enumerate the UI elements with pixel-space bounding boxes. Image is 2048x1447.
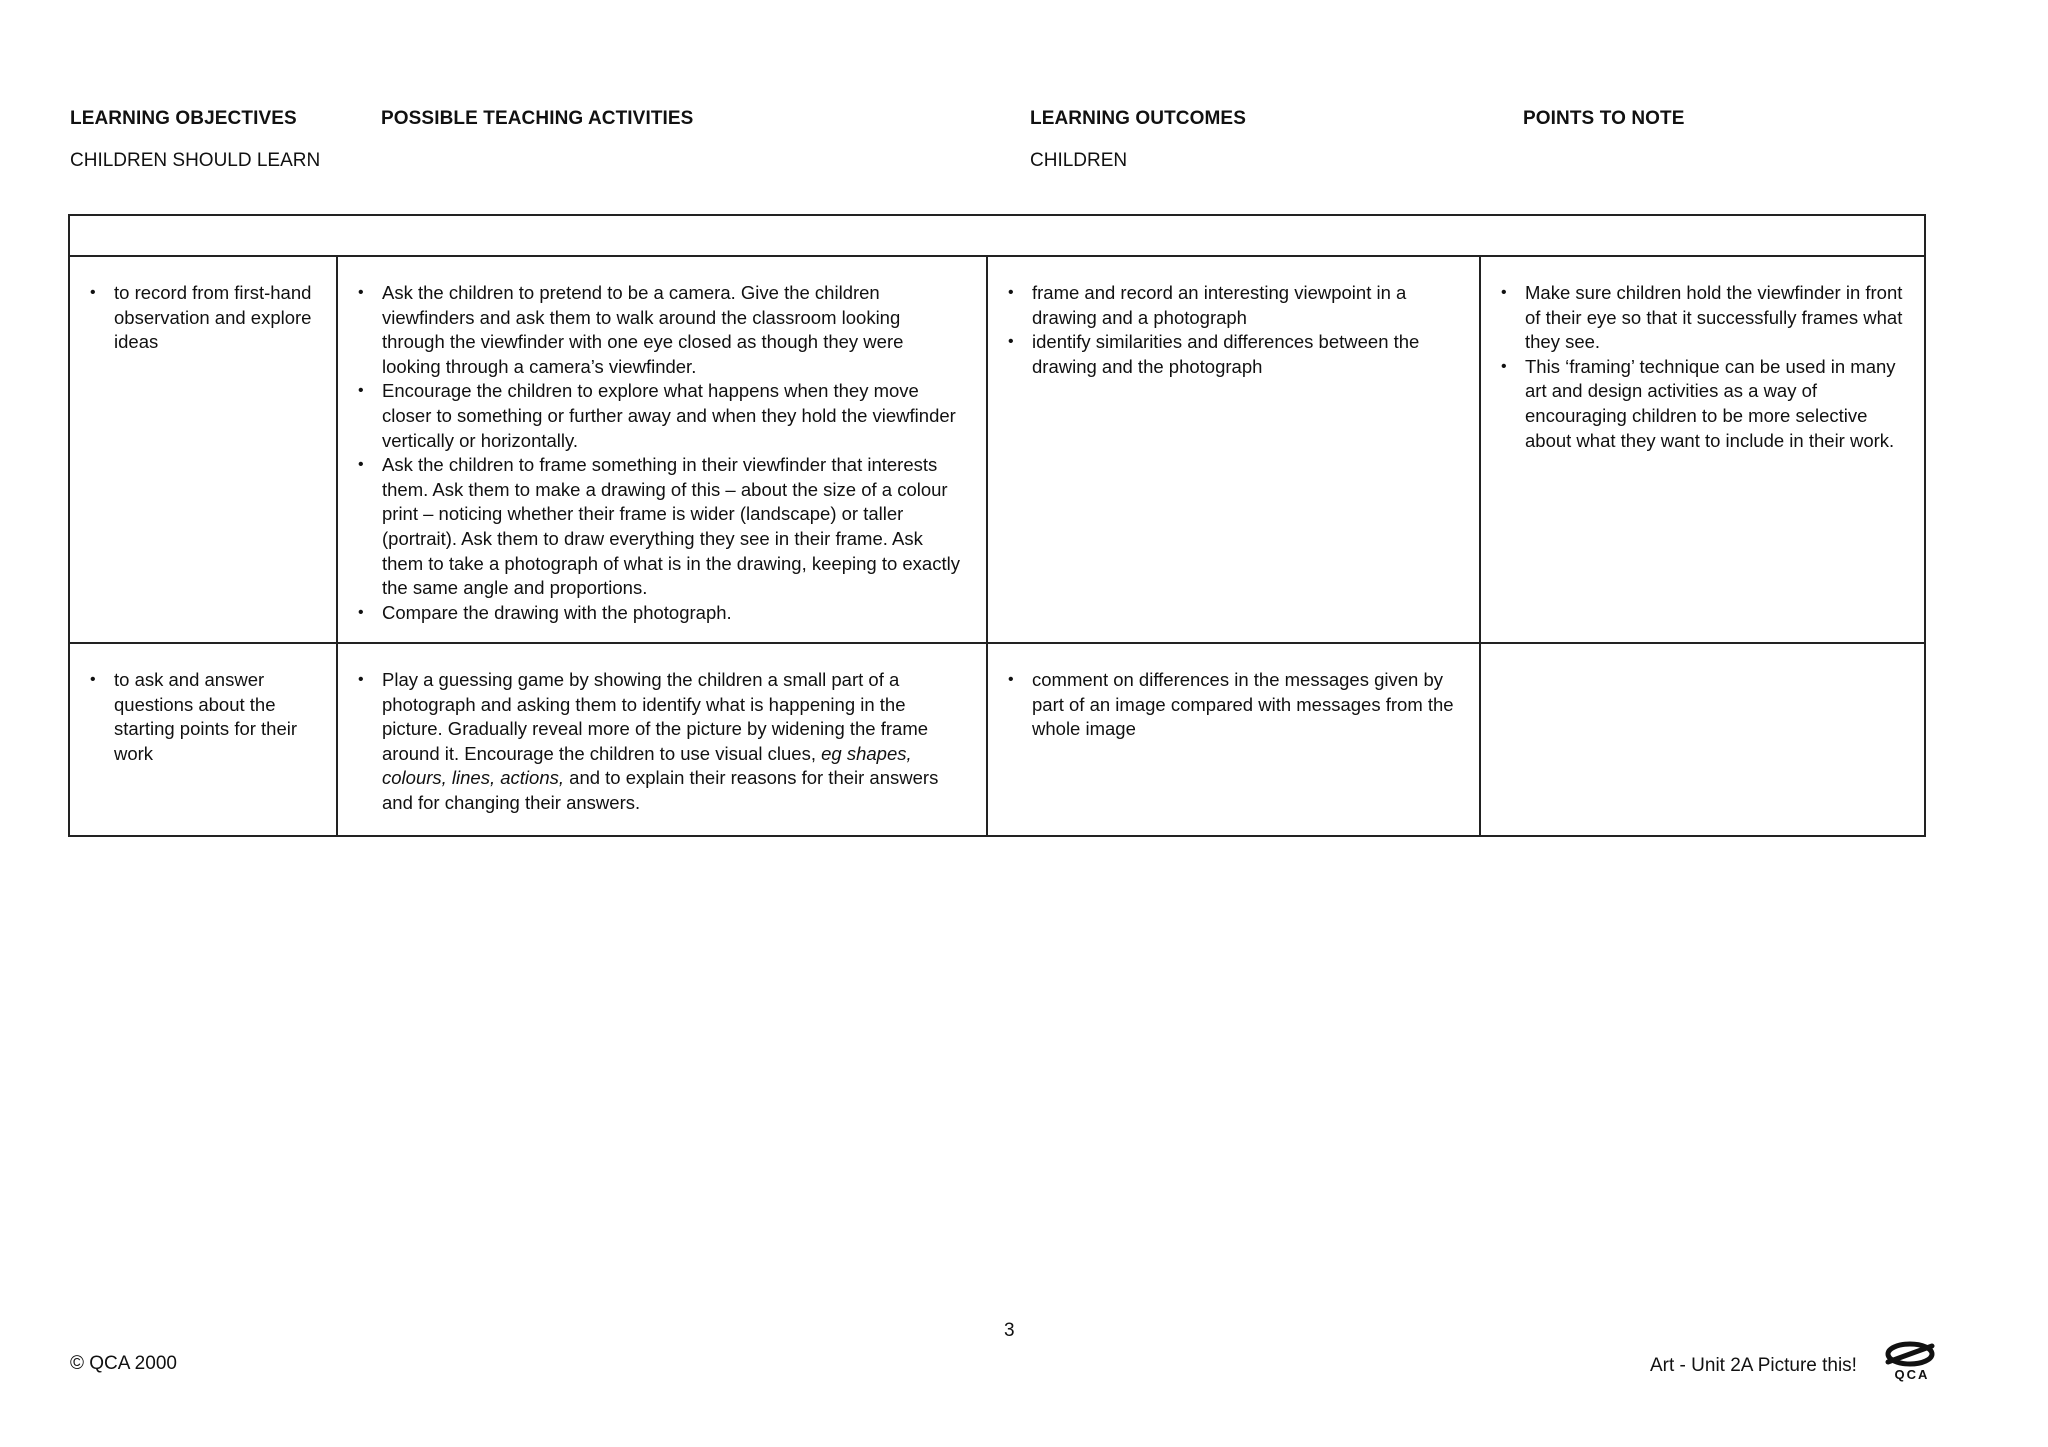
objectives-cell [69, 256, 337, 643]
list-item: • Encourage the children to explore what happens when they move closer to something or further away and when they hold the viewfinder vertically or horizontally. [358, 379, 966, 453]
list-item: • to record from first-hand observation and explore ideas [90, 281, 316, 355]
objectives-cell [69, 643, 337, 836]
outcomes-list [1008, 668, 1459, 742]
list-item: • frame and record an interesting viewpoint in a drawing and a photograph [1008, 281, 1459, 330]
copyright-notice: © QCA 2000 [70, 1353, 177, 1374]
activities-list [358, 668, 966, 816]
activity-text: Play a guessing game by showing the children a small part of a photograph and asking them to identify what is happening in the picture. Gradually reveal more of the picture by widening the frame around it. Encourage the children to use visual clues, [382, 669, 929, 764]
outcomes-cell [987, 256, 1480, 643]
header-points-to-note: POINTS TO NOTE [1523, 108, 1685, 129]
unit-title: Art - Unit 2A Picture this! [1650, 1355, 1857, 1376]
outcomes-list [1008, 281, 1459, 379]
activities-list [358, 281, 966, 625]
table-row [69, 643, 1925, 836]
outcomes-cell [987, 643, 1480, 836]
list-item: • to ask and answer questions about the starting points for their work [90, 668, 316, 766]
qca-logo-icon [1882, 1340, 1938, 1370]
list-item: • comment on differences in the messages given by part of an image compared with messages from the whole image [1008, 668, 1459, 742]
list-item: • Ask the children to frame something in their viewfinder that interests them. Ask them to make a drawing of this – about the size of a colour print – noticing whether their frame is wider (landscape) or taller (portrait). Ask them to draw everything they see in their frame. Ask them to take a photograph of what is in the drawing, keeping to exactly the same angle and proportions. [358, 453, 966, 601]
qca-logo [1882, 1340, 1938, 1382]
notes-cell [1480, 256, 1925, 643]
header-possible-teaching-activities: POSSIBLE TEACHING ACTIVITIES [381, 108, 694, 129]
list-item: • Compare the drawing with the photograph. [358, 601, 966, 626]
notes-cell [1480, 643, 1925, 836]
header-learning-outcomes: LEARNING OUTCOMES [1030, 108, 1246, 129]
activities-cell [337, 643, 987, 836]
activity-examples: eg shapes, colours, lines, actions, [382, 742, 912, 789]
objectives-list [90, 281, 316, 355]
activity-text-end: and to explain their reasons for their answers and for changing their answers. [382, 767, 939, 813]
empty-header-cell [69, 215, 1925, 256]
table-header-band [69, 215, 1925, 256]
scheme-of-work-table [68, 214, 1926, 837]
subheader-children-should-learn: CHILDREN SHOULD LEARN [70, 150, 321, 171]
subheader-children: CHILDREN [1030, 150, 1128, 171]
page-number: 3 [1004, 1320, 1015, 1341]
activities-cell [337, 256, 987, 643]
header-learning-objectives: LEARNING OBJECTIVES [70, 108, 297, 129]
table-row [69, 256, 1925, 643]
list-item: • This ‘framing’ technique can be used in many art and design activities as a way of encouraging children to be more selective about what they want to include in their work. [1501, 355, 1904, 453]
list-item: • Make sure children hold the viewfinder in front of their eye so that it successfully frames what they see. [1501, 281, 1904, 355]
list-item [358, 668, 966, 816]
list-item: • identify similarities and differences between the drawing and the photograph [1008, 330, 1459, 379]
objectives-list [90, 668, 316, 766]
notes-list [1501, 281, 1904, 453]
qca-logo-text: QCA [1894, 1367, 1930, 1382]
list-item: • Ask the children to pretend to be a camera. Give the children viewfinders and ask them to walk around the classroom looking through the viewfinder with one eye closed as though they were looking through a camera’s viewfinder. [358, 281, 966, 379]
